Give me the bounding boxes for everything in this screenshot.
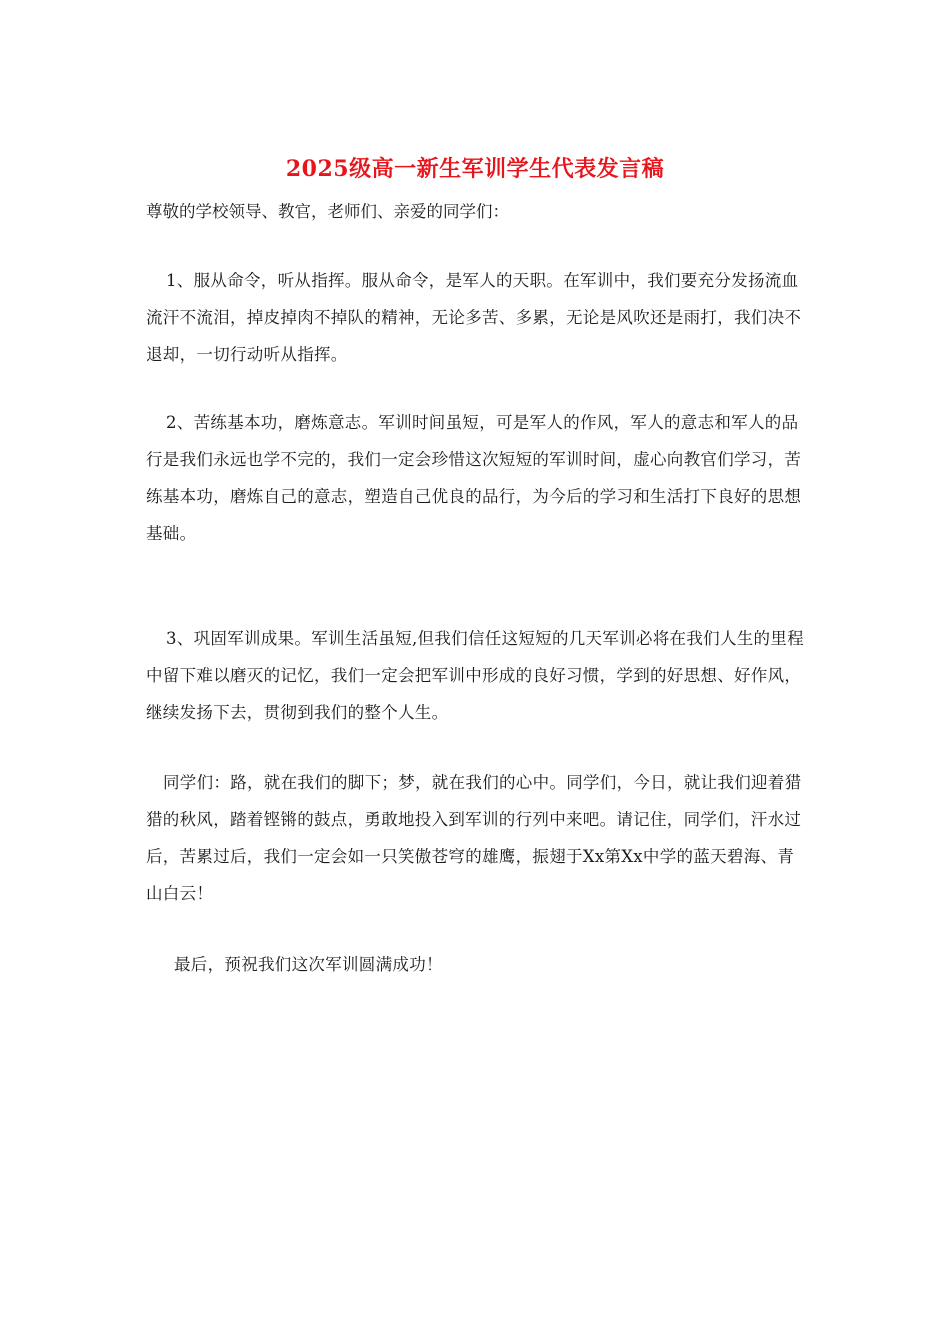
- paragraph-closing: 最后，预祝我们这次军训圆满成功！: [174, 955, 443, 974]
- salutation: 尊敬的学校领导、教官，老师们、亲爱的同学们：: [146, 202, 509, 221]
- paragraph-4: 同学们：路，就在我们的脚下；梦，就在我们的心中。同学们，今日，就让我们迎着猎猎的秋风，踏着铿锵的鼓点，勇敢地投入到军训的行列中来吧。请记住，同学们，汗水过后，苦累过后，我们一定会如一只笑傲苍穹的雄鹰，振翅于Xx第Xx中学的蓝天碧海、青山白云！: [146, 773, 802, 903]
- paragraph-2: 2、苦练基本功，磨炼意志。军训时间虽短，可是军人的作风，军人的意志和军人的品行是我们永远也学不完的，我们一定会珍惜这次短短的军训时间，虚心向教官们学习，苦练基本功，磨炼自己的意志，塑造自己优良的品行，为今后的学习和生活打下良好的思想基础。: [146, 413, 802, 543]
- paragraph-1: 1、服从命令，听从指挥。服从命令，是军人的天职。在军训中，我们要充分发扬流血流汗不流泪，掉皮掉肉不掉队的精神，无论多苦、多累，无论是风吹还是雨打，我们决不退却，一切行动听从指挥。: [146, 271, 802, 364]
- document-title: 2025级高一新生军训学生代表发言稿: [285, 156, 665, 182]
- paragraph-3: 3、巩固军训成果。军训生活虽短,但我们信任这短短的几天军训必将在我们人生的里程中留下难以磨灭的记忆，我们一定会把军训中形成的良好习惯，学到的好思想、好作风，继续发扬下去，贯彻到我们的整个人生。: [146, 629, 804, 722]
